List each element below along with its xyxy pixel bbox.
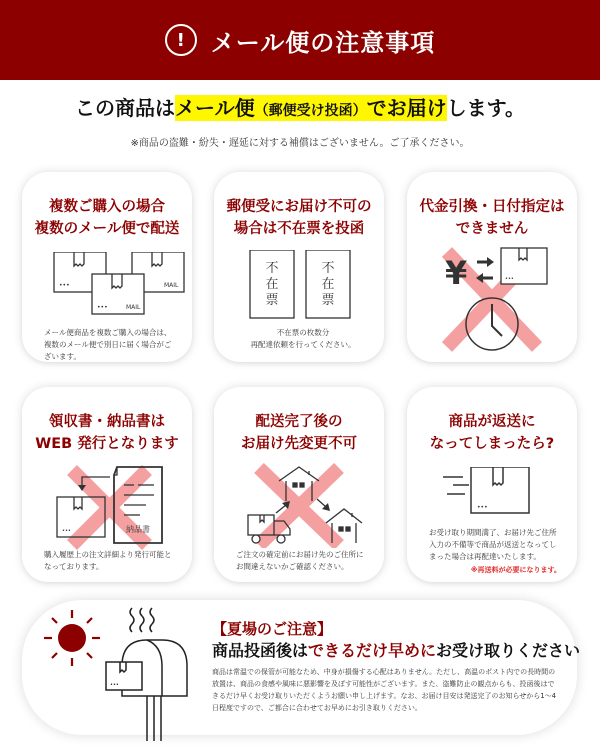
- highlight-end: でお届け: [366, 96, 447, 120]
- svg-text:•••: •••: [110, 682, 119, 688]
- svg-text:票: 票: [265, 293, 279, 308]
- exclamation-circle-icon: !: [165, 24, 197, 56]
- summer-headline: [212, 638, 580, 661]
- card-title: [407, 411, 577, 455]
- svg-text:票: 票: [321, 293, 335, 308]
- summer-notice: [22, 600, 581, 735]
- returned-package-icon: [407, 467, 577, 522]
- card-title-line1: 配送完了後の: [255, 414, 343, 430]
- card-no-address-change: [214, 387, 384, 582]
- svg-text:MAIL: MAIL: [164, 282, 179, 289]
- doc-label: 納品書: [126, 525, 150, 534]
- card-title-line1: 代金引換・日付指定は: [419, 199, 565, 215]
- three-mail-boxes-icon: [32, 252, 202, 332]
- card-title: [214, 196, 384, 240]
- summer-title: 【夏場のご注意】: [212, 620, 333, 638]
- card-web-invoice: [22, 387, 192, 582]
- header-title: メール便の注意事項: [210, 28, 436, 57]
- desc-line1: 不在票の枚数分: [276, 328, 330, 337]
- svg-text:•••: •••: [97, 304, 108, 311]
- card-title: [214, 411, 384, 455]
- card-title-line2: 場合は不在票を投函: [233, 221, 365, 237]
- highlight-main: メール便: [174, 96, 255, 120]
- card-title: [407, 196, 577, 240]
- hot-mailbox-icon: [102, 606, 212, 741]
- sun-icon: [42, 608, 102, 668]
- resend-fee-warning: ※再送料が必要になります。: [470, 566, 561, 574]
- no-address-change-icon: [214, 463, 384, 548]
- card-title-line1: 領収書・納品書は: [49, 414, 165, 430]
- absence-slip-icon: [214, 250, 384, 325]
- yen-icon: ¥: [445, 254, 468, 292]
- svg-text:•••: •••: [59, 282, 70, 289]
- card-returned-package: [407, 387, 577, 582]
- summer-body: 商品は常温での保管が可能なため、中身が損傷する心配はありません。ただし、高温のポスト内での長時間の放置は、商品の食感や風味に悪影響を及ぼす可能性がございます。また、盗難防止の観点からも、投函後はできるだけ早くお受け取りいただくようお願い申し上げます。なお、お届け目安は発送完了のお知らせから1〜4日程度ですので、ご都合に合わせてお早めにお引き取りください。: [212, 668, 557, 712]
- intro-prefix: この商品は: [74, 96, 175, 120]
- card-description: 購入履歴上の注文詳細より発行可能となっております。: [44, 550, 172, 571]
- no-paper-invoice-icon: [22, 465, 192, 550]
- card-description: お受け取り期間満了、お届け先ご住所入力の不備等で商品が返送となってしまった場合は再配達いたします。: [429, 528, 557, 561]
- svg-text:不: 不: [265, 261, 279, 276]
- headline-emphasis: できるだけ早めに: [308, 641, 437, 660]
- card-title-line2: なってしまったら?: [429, 436, 555, 452]
- card-title-line2: できません: [455, 221, 529, 237]
- intro-suffix: します。: [446, 96, 525, 120]
- svg-text:在: 在: [321, 277, 335, 292]
- intro-highlight: [175, 95, 447, 121]
- notice-header: [0, 0, 600, 80]
- card-description: ご注文の確定前にお届け先のご住所にお間違えないかご確認ください。: [236, 550, 364, 571]
- card-title-line2: 複数のメール便で配送: [34, 221, 180, 237]
- card-title-line2: お届け先変更不可: [241, 436, 357, 452]
- svg-text:MAIL: MAIL: [126, 304, 141, 311]
- headline-prefix: 商品投函後は: [212, 641, 309, 660]
- disclaimer-note: ※商品の盗難・紛失・遅延に対する補償はございません。ご了承ください。: [130, 138, 470, 149]
- headline-suffix: お受け取りください: [436, 641, 581, 660]
- svg-text:不: 不: [321, 261, 335, 276]
- highlight-paren: （郵便受け投函）: [254, 103, 367, 119]
- card-title-line2: WEB 発行となります: [35, 436, 179, 452]
- card-description: [236, 327, 370, 351]
- intro-headline: [0, 92, 600, 121]
- desc-line2: 再配達依頼を行ってください。: [250, 340, 356, 349]
- card-description: メール便商品を複数ご購入の場合は、複数のメール便で別日に届く場合がございます。: [44, 328, 172, 361]
- svg-text:在: 在: [265, 277, 279, 292]
- svg-text:•••: •••: [477, 504, 488, 511]
- card-title: [22, 196, 192, 240]
- card-absence-slip: [214, 172, 384, 362]
- card-no-cod: [407, 172, 577, 362]
- card-title-line1: 商品が返送に: [448, 414, 536, 430]
- no-cod-no-date-icon: [407, 242, 577, 357]
- card-title-line1: 郵便受にお届け不可の: [226, 199, 372, 215]
- card-multiple-purchase: [22, 172, 192, 362]
- card-title-line1: 複数ご購入の場合: [49, 199, 165, 215]
- card-title: [22, 411, 192, 455]
- svg-text:•••: •••: [62, 528, 71, 534]
- svg-text:•••: •••: [505, 276, 514, 282]
